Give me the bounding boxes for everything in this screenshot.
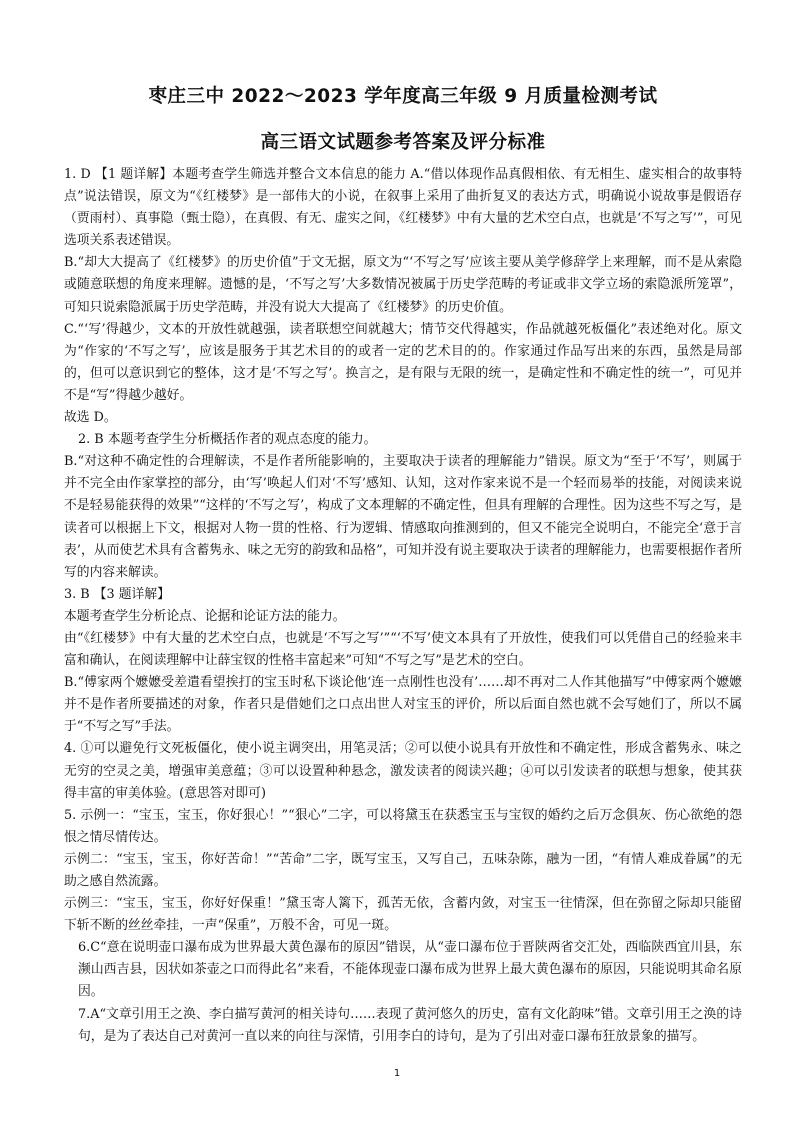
answer-paragraph: 由“《红楼梦》中有大量的艺术空白点，也就是‘不写之写’”“‘不写’使文本具有了开放性，使我们可以凭借自己的经验来丰富和确认，在阅读理解中让薛宝钗的性格丰富起来”可知“不写之写”是艺术的空白。 bbox=[64, 630, 742, 669]
answer-paragraph: B.“对这种不确定性的合理解读，不是作者所能影响的，主要取决于读者的理解能力”错误。原文为“至于‘不写’，则属于并不完全由作家掌控的部分，由‘写’唤起人们对‘不写’感知、认知，这对作家来说不是一个轻而易举的技能，对阅读来说不是轻易能获得的效果”“这样的‘不写之写’，构成了文本理解的不确定性，但具有理解的合理性。因为这些不写之写，是读者可以根据上下文，根据对人物一贯的性格、行为逻辑、情感取向推测到的，但又不能完全说明白，不能完全‘意于言表’，从而使艺术具有含蓄隽永、味之无穷的韵致和品格”，可知并没有说主要取决于读者的理解能力，也需要根据作者所写的内容来解读。 bbox=[64, 454, 742, 580]
page-subtitle: 高三语文试题参考答案及评分标准 bbox=[260, 132, 546, 153]
page-number: 1 bbox=[393, 1068, 401, 1079]
answer-paragraph: 3. B 【3 题详解】 bbox=[64, 586, 170, 602]
answer-paragraph: 本题考查学生分析论点、论据和论证方法的能力。 bbox=[64, 608, 346, 624]
answer-paragraph: 故选 D。 bbox=[64, 410, 117, 426]
page-title: 枣庄三中 2022～2023 学年度高三年级 9 月质量检测考试 bbox=[148, 86, 658, 107]
answer-paragraph: B.“却大大提高了《红楼梦》的历史价值”于文无据，原文为“‘不写之写’应该主要从美学修辞学上来理解，而不是从索隐或随意联想的角度来理解。遗憾的是，‘不写之写’大多数情况被属于历史学范畴的考证或非文学立场的索隐派所笼罩”，可知只说索隐派属于历史学范畴，并没有说大大提高了《红楼梦》的历史价值。 bbox=[64, 255, 742, 315]
answer-paragraph: 示例三：“宝玉，宝玉，你好好保重！”黛玉寄人篱下，孤苦无依，含蓄内敛，对宝玉一往情深，但在弥留之际却只能留下斩不断的丝丝牵挂，一声“保重”，万般不舍，可见一斑。 bbox=[64, 896, 742, 934]
answer-paragraph: 7.A“文章引用王之涣、李白描写黄河的相关诗句……表现了黄河悠久的历史，富有文化韵味”错。文章引用王之涣的诗句，是为了表达自己对黄河一直以来的向往与深情，引用李白的诗句，是为了引出对壶口瀑布狂放景象的描写。 bbox=[78, 1006, 742, 1044]
answer-body bbox=[64, 164, 742, 1048]
answer-paragraph: 2. B 本题考查学生分析概括作者的观点态度的能力。 bbox=[78, 432, 377, 448]
answer-paragraph: 6.C“意在说明壶口瀑布成为世界最大黄色瀑布的原因”错误，从“壶口瀑布位于晋陕两省交汇处，西临陕西宜川县，东濒山西吉县，因状如茶壶之口而得此名”来看，不能体现壶口瀑布成为世界上最大黄色瀑布的原因，只能说明其命名原因。 bbox=[78, 940, 742, 1000]
answer-paragraph: B.“傅家两个嬷嬷受差遣看望挨打的宝玉时私下谈论他‘连一点刚性也没有’……却不再对二人作其他描写”中傅家两个嬷嬷并不是作者所要描述的对象，作者只是借她们之口点出世人对宝玉的评价，所以后面自然也就不会写她们了，所以不属于“不写之写”手法。 bbox=[64, 675, 742, 735]
answer-paragraph: 4. ①可以避免行文死板僵化，使小说主调突出，用笔灵活；②可以使小说具有开放性和不确定性，形成含蓄隽永、味之无穷的空灵之美，增强审美意蕴；③可以设置种种悬念，激发读者的阅读兴趣；④可以引发读者的联想与想象，使其获得丰富的审美体验。(意思答对即可) bbox=[64, 741, 742, 801]
answer-paragraph: 1. D 【1 题详解】本题考查学生筛选并整合文本信息的能力 A.“借以体现作品真假相依、有无相生、虚实相合的故事特点”说法错误，原文为“《红楼梦》是一部伟大的小说，在叙事上采用了曲折复叉的表达方式，明确说小说故事是假语存（贾雨村）、真事隐（甄士隐），在真假、有无、虚实之间，《红楼梦》中有大量的艺术空白点，也就是‘不写之写’”，可见选项关系表述错误。 bbox=[64, 167, 742, 249]
answer-paragraph: 示例二：“宝玉，宝玉，你好苦命！”“苦命”二字，既写宝玉，又写自己，五味杂陈，融为一团，“有情人难成眷属”的无助之感自然流露。 bbox=[64, 851, 742, 889]
answer-paragraph: C.“‘写’得越少，文本的开放性就越强，读者联想空间就越大；情节交代得越实，作品就越死板僵化”表述绝对化。原文为“作家的‘不写之写’，应该是服务于其艺术目的的或者一定的艺术目的的。作家通过作品写出来的东西，虽然是局部的，但可以意识到它的整体，这才是‘不写之写’。换言之，是有限与无限的统一，是确定性和不确定性的统一”，可见并不是“写”得越少越好。 bbox=[64, 321, 742, 403]
answer-paragraph: 5. 示例一：“宝玉，宝玉，你好狠心！”“狠心”二字，可以将黛玉在获悉宝玉与宝钗的婚约之后万念俱灰、伤心欲绝的怨恨之情尽情传达。 bbox=[64, 807, 742, 845]
